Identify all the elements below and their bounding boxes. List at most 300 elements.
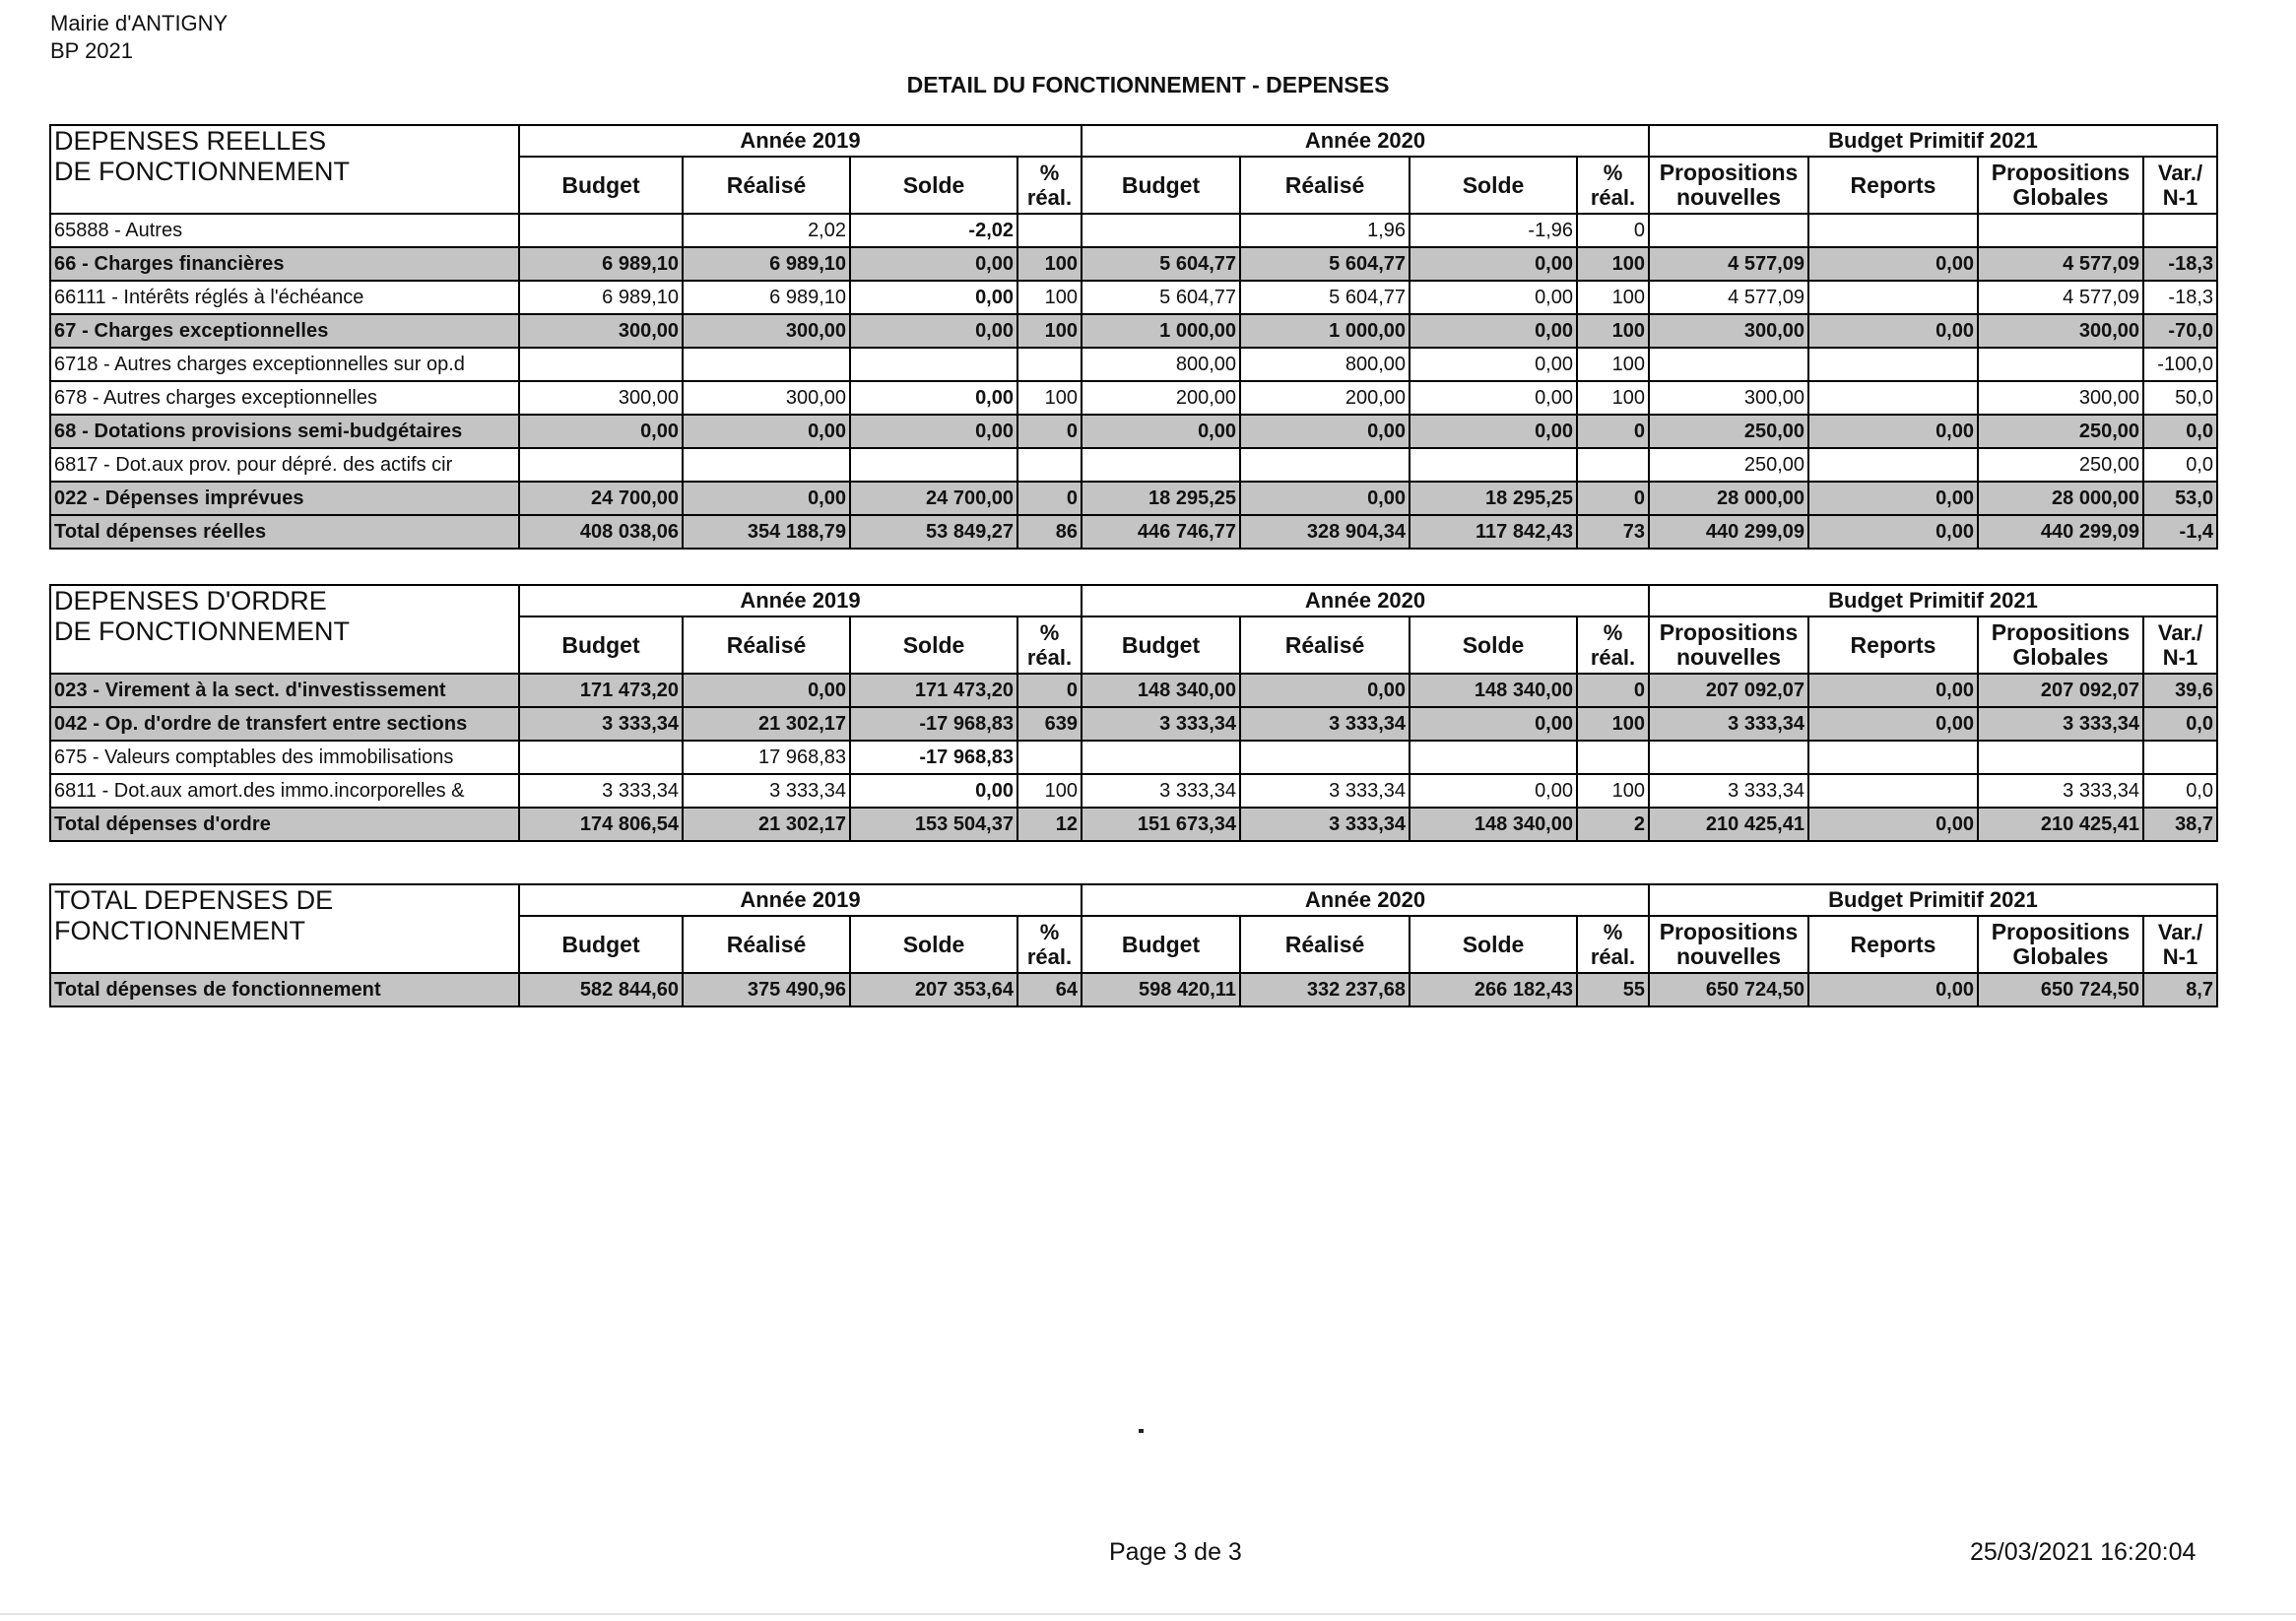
cell-reports xyxy=(1808,774,1978,808)
cell-propositions-nouvelles: 207 092,07 xyxy=(1649,674,1808,707)
header-line: N-1 xyxy=(2162,185,2198,210)
cell-pct-2020: 100 xyxy=(1577,247,1649,281)
cell-solde-2020: 0,00 xyxy=(1410,415,1577,448)
col-reports: Reports xyxy=(1808,616,1978,674)
cell-pct-2020: 100 xyxy=(1577,381,1649,415)
scan-dot xyxy=(1139,1429,1144,1433)
cell-solde-2020: 0,00 xyxy=(1410,381,1577,415)
cell-var-n1: 50,0 xyxy=(2143,381,2217,415)
cell-solde-2020: 18 295,25 xyxy=(1410,482,1577,515)
cell-realise-2020 xyxy=(1240,741,1410,774)
section-title-line: DEPENSES REELLES xyxy=(54,126,327,156)
cell-budget-2020 xyxy=(1082,448,1240,482)
section-title xyxy=(50,125,519,214)
cell-reports: 0,00 xyxy=(1808,707,1978,741)
cell-propositions-globales: 3 333,34 xyxy=(1978,774,2143,808)
cell-propositions-nouvelles: 3 333,34 xyxy=(1649,707,1808,741)
cell-realise-2020: 5 604,77 xyxy=(1240,247,1410,281)
group-row xyxy=(50,482,2217,515)
cell-var-n1 xyxy=(2143,741,2217,774)
header-line: Propositions xyxy=(1659,619,1799,645)
cell-budget-2020: 5 604,77 xyxy=(1082,281,1240,314)
cell-budget-2020: 446 746,77 xyxy=(1082,515,1240,549)
year-2019-header: Année 2019 xyxy=(519,585,1082,616)
cell-propositions-nouvelles: 300,00 xyxy=(1649,381,1808,415)
cell-reports: 0,00 xyxy=(1808,482,1978,515)
cell-solde-2020: 148 340,00 xyxy=(1410,674,1577,707)
cell-var-n1: 0,0 xyxy=(2143,774,2217,808)
col-solde: Solde xyxy=(1410,916,1577,973)
cell-propositions-globales xyxy=(1978,348,2143,381)
bp-2021-header: Budget Primitif 2021 xyxy=(1649,585,2217,616)
cell-propositions-nouvelles: 3 333,34 xyxy=(1649,774,1808,808)
group-row xyxy=(50,707,2217,741)
cell-realise-2020: 0,00 xyxy=(1240,674,1410,707)
cell-propositions-nouvelles: 650 724,50 xyxy=(1649,973,1808,1006)
cell-pct-2020 xyxy=(1577,448,1649,482)
cell-propositions-globales: 440 299,09 xyxy=(1978,515,2143,549)
col-realise: Réalisé xyxy=(683,616,850,674)
table-row xyxy=(50,348,2217,381)
col-propositions-globales xyxy=(1978,616,2143,674)
cell-propositions-nouvelles: 250,00 xyxy=(1649,415,1808,448)
col-reports: Reports xyxy=(1808,916,1978,973)
cell-propositions-nouvelles: 4 577,09 xyxy=(1649,247,1808,281)
cell-solde-2020: 0,00 xyxy=(1410,281,1577,314)
scan-edge xyxy=(0,1613,2296,1615)
col-var-n1 xyxy=(2143,157,2217,214)
cell-pct-2020: 100 xyxy=(1577,707,1649,741)
header-line: Var./ xyxy=(2157,920,2203,944)
cell-propositions-nouvelles xyxy=(1649,214,1808,247)
cell-budget-2020 xyxy=(1082,214,1240,247)
document-header xyxy=(50,10,228,65)
cell-solde-2019: -17 968,83 xyxy=(850,707,1017,741)
section-title-line: DE FONCTIONNEMENT xyxy=(54,616,350,646)
header-line: Propositions xyxy=(1991,919,2131,944)
cell-realise-2020: 332 237,68 xyxy=(1240,973,1410,1006)
header-line: Propositions xyxy=(1659,919,1799,944)
cell-pct-2019: 0 xyxy=(1017,482,1082,515)
col-budget: Budget xyxy=(1082,916,1240,973)
cell-realise-2020: 3 333,34 xyxy=(1240,774,1410,808)
row-label: 042 - Op. d'ordre de transfert entre sections xyxy=(50,707,519,741)
header-line: réal. xyxy=(1026,944,1073,969)
cell-solde-2019: 0,00 xyxy=(850,247,1017,281)
cell-pct-2020: 2 xyxy=(1577,808,1649,841)
row-label: 6811 - Dot.aux amort.des immo.incorporelles & xyxy=(50,774,519,808)
col-propositions-globales xyxy=(1978,916,2143,973)
cell-realise-2020: 3 333,34 xyxy=(1240,808,1410,841)
cell-reports xyxy=(1808,448,1978,482)
row-label: Total dépenses réelles xyxy=(50,515,519,549)
cell-budget-2019 xyxy=(519,741,683,774)
cell-solde-2020: 0,00 xyxy=(1410,774,1577,808)
cell-var-n1: -18,3 xyxy=(2143,247,2217,281)
header-line: Globales xyxy=(2012,943,2109,969)
header-line: % xyxy=(1603,161,1623,185)
cell-propositions-globales: 650 724,50 xyxy=(1978,973,2143,1006)
cell-solde-2020: 0,00 xyxy=(1410,247,1577,281)
year-2019-header: Année 2019 xyxy=(519,884,1082,916)
cell-solde-2019: 53 849,27 xyxy=(850,515,1017,549)
col-propositions-nouvelles xyxy=(1649,916,1808,973)
col-budget: Budget xyxy=(519,157,683,214)
bp-2021-header: Budget Primitif 2021 xyxy=(1649,125,2217,157)
cell-reports: 0,00 xyxy=(1808,515,1978,549)
cell-budget-2019: 24 700,00 xyxy=(519,482,683,515)
row-label: 66 - Charges financières xyxy=(50,247,519,281)
cell-realise-2019: 375 490,96 xyxy=(683,973,850,1006)
cell-pct-2020: 73 xyxy=(1577,515,1649,549)
cell-propositions-nouvelles: 4 577,09 xyxy=(1649,281,1808,314)
header-line: Globales xyxy=(2012,644,2109,670)
row-label: Total dépenses de fonctionnement xyxy=(50,973,519,1006)
row-label: Total dépenses d'ordre xyxy=(50,808,519,841)
col-solde: Solde xyxy=(850,916,1017,973)
header-line: N-1 xyxy=(2162,645,2198,670)
row-label: 6718 - Autres charges exceptionnelles sur op.d xyxy=(50,348,519,381)
cell-solde-2019: 207 353,64 xyxy=(850,973,1017,1006)
col-reports: Reports xyxy=(1808,157,1978,214)
cell-realise-2019: 2,02 xyxy=(683,214,850,247)
cell-propositions-nouvelles: 250,00 xyxy=(1649,448,1808,482)
cell-propositions-globales xyxy=(1978,741,2143,774)
cell-var-n1 xyxy=(2143,214,2217,247)
cell-realise-2020: 1 000,00 xyxy=(1240,314,1410,348)
header-line: % xyxy=(1039,620,1060,645)
cell-realise-2019: 6 989,10 xyxy=(683,247,850,281)
col-solde: Solde xyxy=(1410,157,1577,214)
cell-realise-2020: 0,00 xyxy=(1240,415,1410,448)
cell-propositions-globales: 3 333,34 xyxy=(1978,707,2143,741)
col-propositions-globales xyxy=(1978,157,2143,214)
cell-reports: 0,00 xyxy=(1808,674,1978,707)
col-pct-real xyxy=(1017,157,1082,214)
cell-solde-2020: 148 340,00 xyxy=(1410,808,1577,841)
cell-solde-2020: 117 842,43 xyxy=(1410,515,1577,549)
cell-budget-2019: 582 844,60 xyxy=(519,973,683,1006)
cell-var-n1: 0,0 xyxy=(2143,448,2217,482)
cell-solde-2020: 266 182,43 xyxy=(1410,973,1577,1006)
cell-budget-2020: 148 340,00 xyxy=(1082,674,1240,707)
col-propositions-nouvelles xyxy=(1649,157,1808,214)
cell-pct-2019: 86 xyxy=(1017,515,1082,549)
cell-budget-2019: 6 989,10 xyxy=(519,247,683,281)
page-title: DETAIL DU FONCTIONNEMENT - DEPENSES xyxy=(906,72,1390,97)
cell-solde-2019: -2,02 xyxy=(850,214,1017,247)
cell-reports xyxy=(1808,348,1978,381)
header-line: Propositions xyxy=(1659,160,1799,185)
table-row xyxy=(50,214,2217,247)
cell-realise-2019: 0,00 xyxy=(683,482,850,515)
cell-propositions-globales: 250,00 xyxy=(1978,448,2143,482)
cell-pct-2020: 0 xyxy=(1577,214,1649,247)
cell-solde-2019 xyxy=(850,348,1017,381)
cell-propositions-globales: 250,00 xyxy=(1978,415,2143,448)
cell-realise-2019 xyxy=(683,348,850,381)
cell-solde-2020 xyxy=(1410,741,1577,774)
cell-pct-2020: 100 xyxy=(1577,281,1649,314)
header-line: nouvelles xyxy=(1675,184,1782,210)
section-title-line: FONCTIONNEMENT xyxy=(54,916,305,945)
header-line: nouvelles xyxy=(1675,943,1782,969)
cell-budget-2020: 3 333,34 xyxy=(1082,774,1240,808)
col-pct-real xyxy=(1017,916,1082,973)
cell-realise-2020: 0,00 xyxy=(1240,482,1410,515)
table-row xyxy=(50,448,2217,482)
header-line: réal. xyxy=(1026,185,1073,210)
col-solde: Solde xyxy=(850,157,1017,214)
cell-budget-2020: 200,00 xyxy=(1082,381,1240,415)
table1-grid xyxy=(49,124,2218,550)
total-row xyxy=(50,515,2217,549)
cell-pct-2020: 0 xyxy=(1577,674,1649,707)
cell-propositions-globales: 207 092,07 xyxy=(1978,674,2143,707)
cell-solde-2019: 0,00 xyxy=(850,281,1017,314)
col-pct-real xyxy=(1577,616,1649,674)
table3-grid xyxy=(49,883,2218,1007)
cell-pct-2019: 100 xyxy=(1017,774,1082,808)
cell-budget-2020: 598 420,11 xyxy=(1082,973,1240,1006)
cell-pct-2019 xyxy=(1017,214,1082,247)
row-label: 67 - Charges exceptionnelles xyxy=(50,314,519,348)
cell-pct-2019: 100 xyxy=(1017,381,1082,415)
cell-solde-2020: 0,00 xyxy=(1410,348,1577,381)
cell-budget-2019: 300,00 xyxy=(519,314,683,348)
cell-pct-2020: 100 xyxy=(1577,314,1649,348)
header-line: Var./ xyxy=(2157,161,2203,185)
cell-reports: 0,00 xyxy=(1808,247,1978,281)
section-title xyxy=(50,884,519,973)
cell-pct-2020: 0 xyxy=(1577,415,1649,448)
header-line: N-1 xyxy=(2162,944,2198,969)
year-header-row xyxy=(50,125,2217,157)
section-title xyxy=(50,585,519,674)
table2-grid xyxy=(49,584,2218,842)
header-line: Var./ xyxy=(2157,620,2203,645)
cell-propositions-nouvelles xyxy=(1649,348,1808,381)
cell-solde-2020 xyxy=(1410,448,1577,482)
cell-propositions-globales: 28 000,00 xyxy=(1978,482,2143,515)
col-budget: Budget xyxy=(1082,616,1240,674)
cell-solde-2019: 0,00 xyxy=(850,381,1017,415)
col-pct-real xyxy=(1577,157,1649,214)
row-label: 6817 - Dot.aux prov. pour dépré. des actifs cir xyxy=(50,448,519,482)
cell-budget-2019: 408 038,06 xyxy=(519,515,683,549)
cell-reports: 0,00 xyxy=(1808,314,1978,348)
cell-budget-2020: 18 295,25 xyxy=(1082,482,1240,515)
year-2020-header: Année 2020 xyxy=(1082,585,1649,616)
cell-solde-2019 xyxy=(850,448,1017,482)
year-2020-header: Année 2020 xyxy=(1082,884,1649,916)
cell-pct-2019 xyxy=(1017,448,1082,482)
cell-solde-2020: 0,00 xyxy=(1410,707,1577,741)
row-label: 678 - Autres charges exceptionnelles xyxy=(50,381,519,415)
header-line: nouvelles xyxy=(1675,644,1782,670)
cell-solde-2019: 153 504,37 xyxy=(850,808,1017,841)
year-header-row xyxy=(50,585,2217,616)
cell-budget-2020: 0,00 xyxy=(1082,415,1240,448)
cell-budget-2019 xyxy=(519,214,683,247)
cell-pct-2020: 0 xyxy=(1577,482,1649,515)
col-budget: Budget xyxy=(1082,157,1240,214)
cell-realise-2019: 21 302,17 xyxy=(683,808,850,841)
cell-realise-2019: 300,00 xyxy=(683,314,850,348)
cell-budget-2019: 300,00 xyxy=(519,381,683,415)
cell-var-n1: -100,0 xyxy=(2143,348,2217,381)
col-pct-real xyxy=(1577,916,1649,973)
col-solde: Solde xyxy=(850,616,1017,674)
cell-budget-2019 xyxy=(519,448,683,482)
cell-reports xyxy=(1808,281,1978,314)
page-number: Page 3 de 3 xyxy=(1109,1538,1242,1566)
header-line: % xyxy=(1039,920,1060,944)
cell-pct-2019: 0 xyxy=(1017,415,1082,448)
cell-realise-2020: 328 904,34 xyxy=(1240,515,1410,549)
cell-pct-2019: 64 xyxy=(1017,973,1082,1006)
section-title-line: DE FONCTIONNEMENT xyxy=(54,157,350,186)
row-label: 675 - Valeurs comptables des immobilisations xyxy=(50,741,519,774)
cell-realise-2020: 1,96 xyxy=(1240,214,1410,247)
cell-reports: 0,00 xyxy=(1808,415,1978,448)
cell-propositions-globales: 300,00 xyxy=(1978,314,2143,348)
cell-budget-2020: 151 673,34 xyxy=(1082,808,1240,841)
cell-pct-2020: 55 xyxy=(1577,973,1649,1006)
col-propositions-nouvelles xyxy=(1649,616,1808,674)
header-line: % xyxy=(1603,920,1623,944)
cell-var-n1: 53,0 xyxy=(2143,482,2217,515)
col-realise: Réalisé xyxy=(1240,916,1410,973)
cell-reports xyxy=(1808,741,1978,774)
section-title-line: TOTAL DEPENSES DE xyxy=(54,885,334,915)
cell-reports xyxy=(1808,381,1978,415)
col-var-n1 xyxy=(2143,616,2217,674)
col-realise: Réalisé xyxy=(1240,157,1410,214)
cell-propositions-nouvelles: 210 425,41 xyxy=(1649,808,1808,841)
bp-2021-header: Budget Primitif 2021 xyxy=(1649,884,2217,916)
row-label: 022 - Dépenses imprévues xyxy=(50,482,519,515)
cell-solde-2019: 0,00 xyxy=(850,415,1017,448)
cell-realise-2019 xyxy=(683,448,850,482)
col-budget: Budget xyxy=(519,916,683,973)
table-row xyxy=(50,281,2217,314)
col-pct-real xyxy=(1017,616,1082,674)
cell-realise-2020: 3 333,34 xyxy=(1240,707,1410,741)
col-solde: Solde xyxy=(1410,616,1577,674)
header-line: réal. xyxy=(1590,944,1636,969)
cell-solde-2019: 0,00 xyxy=(850,314,1017,348)
cell-solde-2019: -17 968,83 xyxy=(850,741,1017,774)
cell-realise-2019: 17 968,83 xyxy=(683,741,850,774)
cell-reports: 0,00 xyxy=(1808,973,1978,1006)
cell-realise-2019: 300,00 xyxy=(683,381,850,415)
table-row xyxy=(50,381,2217,415)
cell-solde-2019: 171 473,20 xyxy=(850,674,1017,707)
organization-name: Mairie d'ANTIGNY xyxy=(50,11,229,35)
cell-propositions-nouvelles: 300,00 xyxy=(1649,314,1808,348)
table-row xyxy=(50,774,2217,808)
cell-realise-2019: 6 989,10 xyxy=(683,281,850,314)
cell-budget-2019: 6 989,10 xyxy=(519,281,683,314)
cell-realise-2019: 3 333,34 xyxy=(683,774,850,808)
header-line: Globales xyxy=(2012,184,2109,210)
total-row xyxy=(50,808,2217,841)
cell-pct-2019: 100 xyxy=(1017,281,1082,314)
cell-budget-2019: 3 333,34 xyxy=(519,707,683,741)
cell-budget-2019: 171 473,20 xyxy=(519,674,683,707)
cell-realise-2020 xyxy=(1240,448,1410,482)
cell-budget-2019: 174 806,54 xyxy=(519,808,683,841)
cell-realise-2020: 200,00 xyxy=(1240,381,1410,415)
cell-budget-2020: 1 000,00 xyxy=(1082,314,1240,348)
cell-propositions-nouvelles xyxy=(1649,741,1808,774)
cell-var-n1: 0,0 xyxy=(2143,707,2217,741)
cell-propositions-globales: 4 577,09 xyxy=(1978,247,2143,281)
header-line: % xyxy=(1039,161,1060,185)
cell-propositions-globales: 210 425,41 xyxy=(1978,808,2143,841)
cell-pct-2019 xyxy=(1017,348,1082,381)
year-2020-header: Année 2020 xyxy=(1082,125,1649,157)
cell-var-n1: 0,0 xyxy=(2143,415,2217,448)
cell-var-n1: -70,0 xyxy=(2143,314,2217,348)
group-row xyxy=(50,415,2217,448)
total-row xyxy=(50,973,2217,1006)
section-title-line: DEPENSES D'ORDRE xyxy=(54,586,327,616)
print-timestamp: 25/03/2021 16:20:04 xyxy=(1970,1538,2197,1566)
cell-budget-2020: 3 333,34 xyxy=(1082,707,1240,741)
cell-solde-2019: 24 700,00 xyxy=(850,482,1017,515)
cell-reports: 0,00 xyxy=(1808,808,1978,841)
row-label: 68 - Dotations provisions semi-budgétaires xyxy=(50,415,519,448)
col-realise: Réalisé xyxy=(683,157,850,214)
col-realise: Réalisé xyxy=(683,916,850,973)
cell-var-n1: -1,4 xyxy=(2143,515,2217,549)
col-var-n1 xyxy=(2143,916,2217,973)
year-2019-header: Année 2019 xyxy=(519,125,1082,157)
cell-propositions-globales xyxy=(1978,214,2143,247)
cell-pct-2020: 100 xyxy=(1577,348,1649,381)
cell-budget-2020: 800,00 xyxy=(1082,348,1240,381)
cell-pct-2019: 639 xyxy=(1017,707,1082,741)
cell-pct-2020 xyxy=(1577,741,1649,774)
col-realise: Réalisé xyxy=(1240,616,1410,674)
cell-var-n1: -18,3 xyxy=(2143,281,2217,314)
cell-solde-2020: 0,00 xyxy=(1410,314,1577,348)
header-line: réal. xyxy=(1590,645,1636,670)
header-line: % xyxy=(1603,620,1623,645)
cell-budget-2019: 0,00 xyxy=(519,415,683,448)
cell-pct-2019 xyxy=(1017,741,1082,774)
cell-propositions-nouvelles: 440 299,09 xyxy=(1649,515,1808,549)
cell-pct-2019: 0 xyxy=(1017,674,1082,707)
cell-solde-2020: -1,96 xyxy=(1410,214,1577,247)
cell-solde-2019: 0,00 xyxy=(850,774,1017,808)
header-line: réal. xyxy=(1590,185,1636,210)
header-line: réal. xyxy=(1026,645,1073,670)
cell-propositions-nouvelles: 28 000,00 xyxy=(1649,482,1808,515)
cell-pct-2019: 100 xyxy=(1017,314,1082,348)
cell-realise-2019: 0,00 xyxy=(683,415,850,448)
row-label: 66111 - Intérêts réglés à l'échéance xyxy=(50,281,519,314)
cell-var-n1: 38,7 xyxy=(2143,808,2217,841)
cell-realise-2019: 354 188,79 xyxy=(683,515,850,549)
budget-label: BP 2021 xyxy=(50,38,134,63)
cell-realise-2019: 0,00 xyxy=(683,674,850,707)
cell-budget-2020: 5 604,77 xyxy=(1082,247,1240,281)
group-row xyxy=(50,247,2217,281)
table-row xyxy=(50,741,2217,774)
